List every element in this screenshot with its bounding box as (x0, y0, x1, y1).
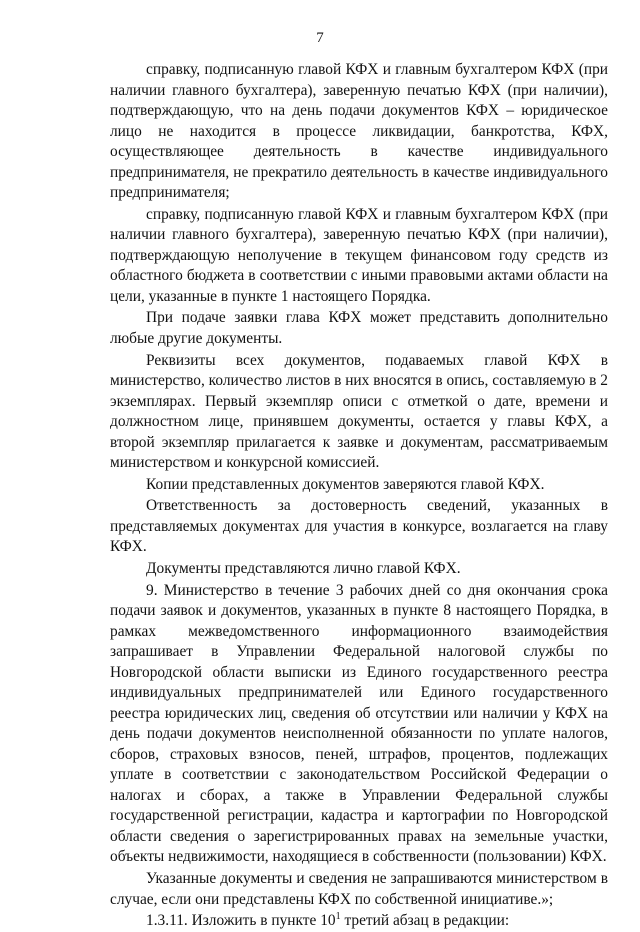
paragraph-document-inventory: Реквизиты всех документов, подаваемых главой КФХ в министерство, количество листов в них вносятся в опись, составляемую в 2 экземплярах. Первый экземпляр описи с отметкой о дате, времени и должностном лице, принявшем документы, остается у главы КФХ, а второй экземпляр прилагается к заявке и документам, рассматриваемым министерством и конкурсной комиссией. (110, 351, 608, 472)
amendment-text-end: третий абзац в редакции: (340, 912, 510, 930)
paragraph-copies-certified: Копии представленных документов заверяются главой КФХ. (146, 475, 545, 493)
paragraph-amendment-1-3-11 (110, 911, 608, 932)
paragraph-not-requested: Указанные документы и сведения не запрашиваются министерством в случае, если они представлены КФХ по собственной инициативе.»; (110, 870, 608, 908)
paragraph-additional-documents: При подаче заявки глава КФХ может представить дополнительно любые другие документы. (110, 309, 608, 347)
amendment-text-start: 1.3.11. Изложить в пункте 10 (146, 912, 336, 930)
paragraph-item-9: 9. Министерство в течение 3 рабочих дней со дня окончания срока подачи заявок и документов, указанных в пункте 8 настоящего Порядка, в рамках межведомственного информационного взаимодействия запрашивает в Управлении Федеральной налоговой службы по Новгородской области выписки из Единого государственного реестра индивидуальных предпринимателей или Единого государственного реестра юридических лиц, сведения об отсутствии или наличии у КФХ на день подачи документов неисполненной обязанности по уплате налогов, сборов, страховых взносов, пеней, штрафов, процентов, подлежащих уплате в соответствии с законодательством Российской Федерации о налогах и сборах, а также в Управлении Федеральной службы государственной регистрации, кадастра и картографии по Новгородской области сведения о зарегистрированных правах на земельные участки, объекты недвижимости, находящиеся в собственности (пользовании) КФХ. (110, 581, 608, 866)
document-body (110, 60, 608, 932)
amendment-superscript: 1 (335, 911, 341, 923)
paragraph-certificate-no-funding: справку, подписанную главой КФХ и главным бухгалтером КФХ (при наличии главного бухгалтера), заверенную печатью КФХ (при наличии), подтверждающую неполучение в текущем финансовом году средств из областного бюджета в соответствии с иными правовыми актами области на цели, указанные в пункте 1 настоящего Порядка. (110, 205, 608, 305)
paragraph-submitted-personally: Документы представляются лично главой КФХ. (146, 560, 461, 578)
paragraph-responsibility: Ответственность за достоверность сведений, указанных в представляемых документах для участия в конкурсе, возлагается на главу КФХ. (110, 497, 608, 556)
page-number: 7 (316, 30, 324, 46)
paragraph-certificate-liquidation: справку, подписанную главой КФХ и главным бухгалтером КФХ (при наличии главного бухгалтера), заверенную печатью КФХ (при наличии), подтверждающую, что на день подачи документов КФХ – юридическое лицо не находится в процессе ликвидации, банкротства, КФХ, осуществляющее деятельность в качестве индивидуального предпринимателя, не прекратило деятельность в качестве индивидуального предпринимателя; (110, 61, 608, 201)
